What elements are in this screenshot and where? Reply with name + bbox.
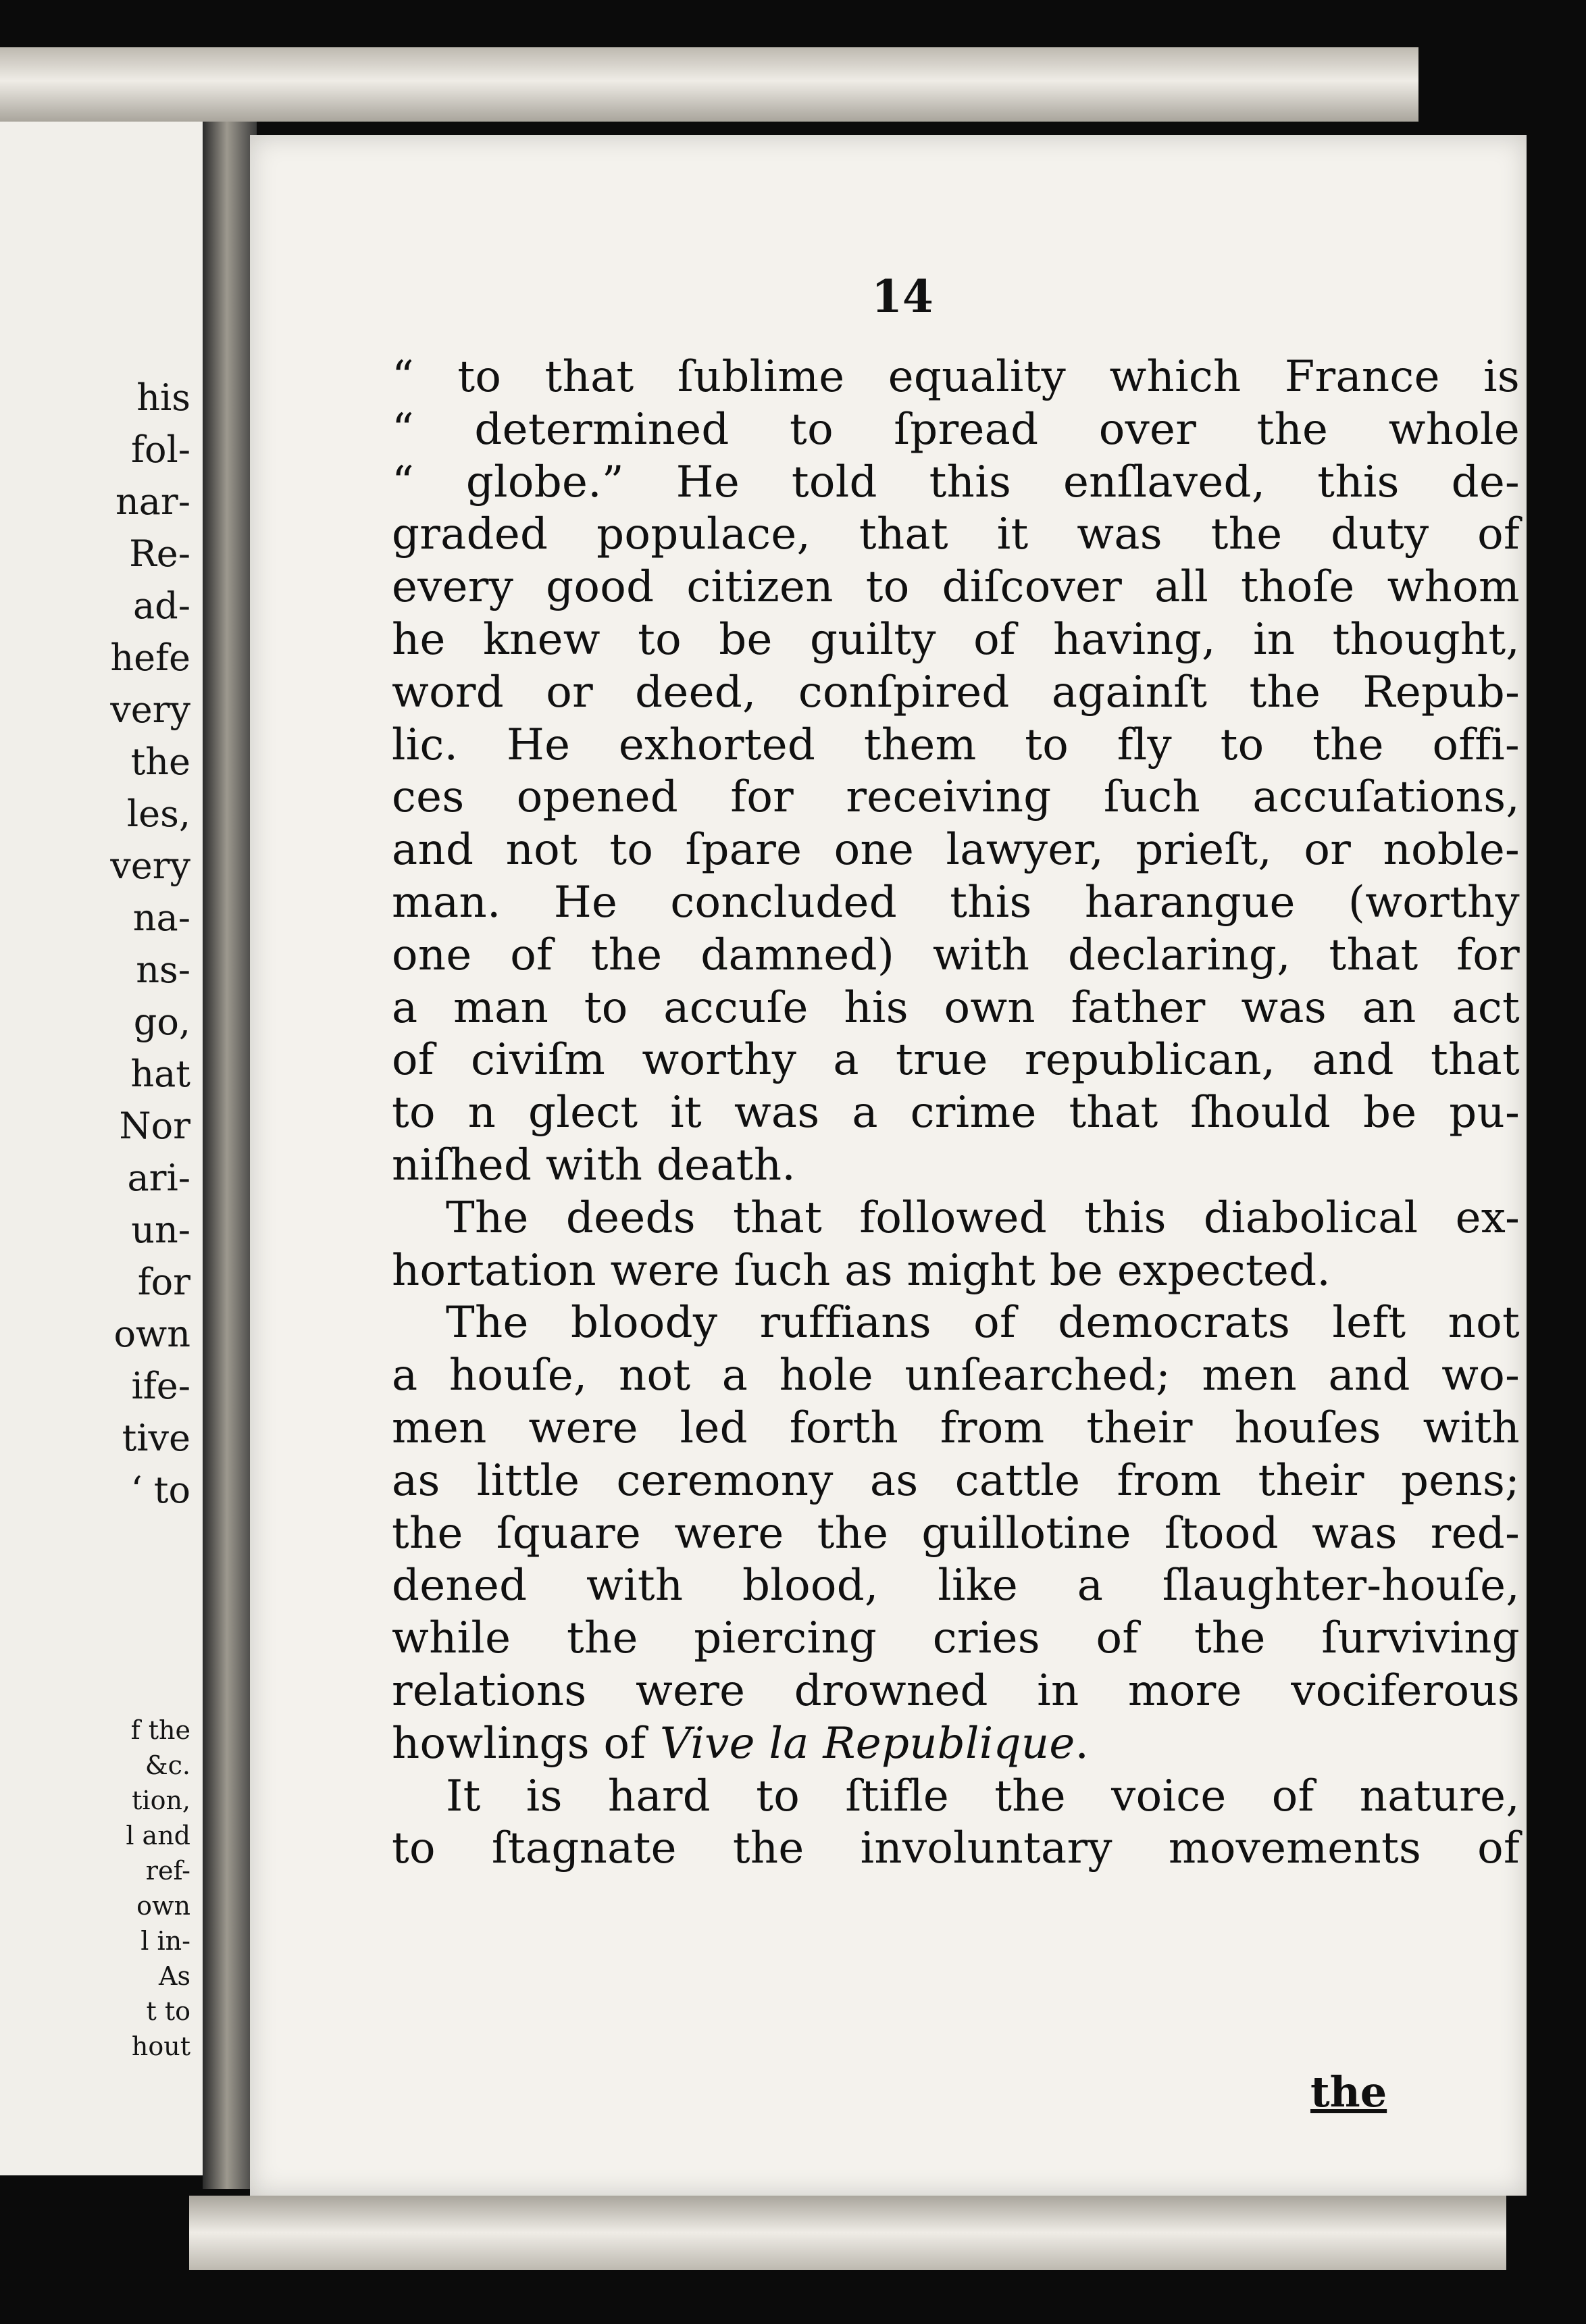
left-page-footnotes xyxy=(126,1713,190,2064)
left-page-footnote-line: own xyxy=(136,1891,190,1921)
italic-phrase: Vive la Republique xyxy=(660,1718,1075,1769)
left-page-footnote-line: &c. xyxy=(145,1750,190,1780)
text-line: and not to ſpare one lawyer, prieſt, or noble- xyxy=(392,825,1520,876)
left-page-line: ad- xyxy=(132,584,190,627)
left-page-line: un- xyxy=(131,1209,190,1251)
left-page-line: na- xyxy=(132,896,190,939)
left-page-line: hefe xyxy=(110,636,190,679)
left-page-footnote-line: ref- xyxy=(145,1856,190,1886)
left-page-footnote-line: l in- xyxy=(140,1926,190,1956)
text-line: hortation were ſuch as might be expected. xyxy=(392,1245,1331,1296)
left-page-footnote-line: t to xyxy=(146,1996,190,2026)
text-line: the ſquare were the guillotine ſtood was red- xyxy=(392,1508,1520,1559)
text-line: as little ceremony as cattle from their pens; xyxy=(392,1455,1520,1506)
text-line: It is hard to ſtifle the voice of nature, xyxy=(446,1771,1520,1821)
left-page-line: very xyxy=(110,688,190,731)
left-page-line: nar- xyxy=(115,480,190,523)
left-page-line: ari- xyxy=(127,1157,190,1199)
left-page-line: very xyxy=(110,844,190,887)
text-line: The bloody ruffians of democrats left not xyxy=(446,1298,1520,1348)
catchword: the xyxy=(1310,2067,1387,2117)
text-line: The deeds that followed this diabolical ex- xyxy=(446,1192,1520,1243)
left-page-footnote-line: tion, xyxy=(132,1786,190,1815)
left-page-line: les, xyxy=(126,792,190,835)
text-line: ces opened for receiving ſuch accuſations, xyxy=(392,772,1520,823)
book-binding-top xyxy=(0,47,1418,122)
text-line: “ to that ſublime equality which France is xyxy=(392,352,1520,402)
text-line: to n glect it was a crime that ſhould be pu- xyxy=(392,1088,1520,1138)
right-page xyxy=(250,135,1527,2196)
left-page xyxy=(0,122,209,2175)
left-page-line: for xyxy=(137,1261,190,1303)
left-page-line: ‘ to xyxy=(130,1469,190,1511)
left-page-footnote-line: As xyxy=(159,1961,190,1991)
text-line: niſhed with death. xyxy=(392,1140,796,1190)
left-page-line: his xyxy=(136,376,190,419)
left-page-line: tive xyxy=(122,1417,190,1459)
book-gutter xyxy=(203,122,257,2189)
left-page-footnote-line: hout xyxy=(131,2031,190,2061)
text-line: one of the damned) with declaring, that for xyxy=(392,930,1520,980)
text-line: men were led forth from their houſes with xyxy=(392,1403,1520,1453)
text-line: word or deed, conſpired againſt the Repub- xyxy=(392,667,1520,717)
text-line: “ globe.” He told this enſlaved, this de- xyxy=(392,457,1520,507)
text-line: a man to accuſe his own father was an act xyxy=(392,982,1520,1033)
text-line: every good citizen to diſcover all thoſe whom xyxy=(392,562,1520,613)
body-text xyxy=(392,351,1520,1875)
text-line: lic. He exhorted them to fly to the offi- xyxy=(392,719,1520,770)
text-line: man. He concluded this harangue (worthy xyxy=(392,877,1520,928)
text-line: he knew to be guilty of having, in thought, xyxy=(392,614,1520,665)
book-binding-bottom xyxy=(189,2196,1506,2270)
left-page-line: the xyxy=(130,740,190,783)
left-page-line: ife- xyxy=(131,1365,190,1407)
text-line: dened with blood, like a ſlaughter-houſe, xyxy=(392,1561,1520,1611)
left-page-text xyxy=(110,372,190,1516)
left-page-line: ns- xyxy=(136,949,190,991)
text-line: relations were drowned in more vociferous xyxy=(392,1665,1520,1716)
left-page-line: go, xyxy=(133,1001,190,1043)
left-page-line: hat xyxy=(130,1053,190,1095)
text-line: while the piercing cries of the ſurviving xyxy=(392,1613,1520,1664)
left-page-line: Re- xyxy=(129,532,190,575)
text-line: of civiſm worthy a true republican, and that xyxy=(392,1035,1520,1086)
text-line: graded populace, that it was the duty of xyxy=(392,509,1520,560)
left-page-line: Nor xyxy=(119,1105,190,1147)
page-number: 14 xyxy=(871,270,933,323)
left-page-footnote-line: f the xyxy=(130,1715,190,1745)
text-line: a houſe, not a hole unſearched; men and wo- xyxy=(392,1350,1520,1401)
text-line: “ determined to ſpread over the whole xyxy=(392,404,1520,455)
text-line: to ſtagnate the involuntary movements of xyxy=(392,1823,1520,1874)
text-line: howlings of Vive la Republique. xyxy=(392,1718,1090,1769)
left-page-footnote-line: l and xyxy=(126,1821,190,1850)
left-page-line: fol- xyxy=(130,428,190,471)
left-page-line: own xyxy=(113,1313,190,1355)
